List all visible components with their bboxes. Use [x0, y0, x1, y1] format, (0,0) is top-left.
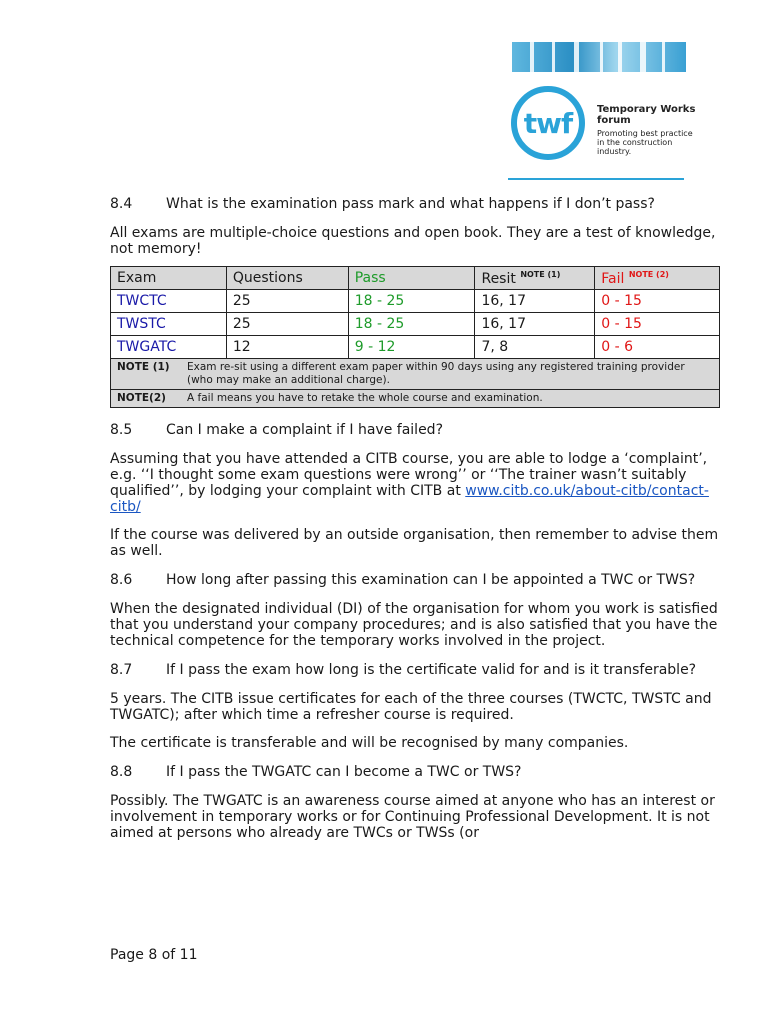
cell-pass: 18 - 25 [348, 313, 475, 336]
cell-questions: 25 [226, 290, 348, 313]
section-number: 8.4 [110, 196, 133, 212]
header-banner-image [512, 42, 686, 72]
section-8-4-heading [110, 196, 720, 213]
header-fail [595, 267, 720, 290]
cell-fail: 0 - 15 [595, 290, 720, 313]
note-cell [111, 390, 720, 408]
section-question: Can I make a complaint if I have failed? [166, 422, 443, 438]
section-8-6-heading [110, 572, 720, 589]
header-resit-label: Resit [481, 270, 516, 287]
section-8-7-body: 5 years. The CITB issue certificates for each of the three courses (TWCTC, TWSTC and TWGATC); after which time a refresher course is required. [110, 691, 712, 723]
note-cell [111, 359, 720, 390]
cell-exam: TWCTC [111, 290, 227, 313]
cell-questions: 25 [226, 313, 348, 336]
table-row [111, 290, 720, 313]
cell-fail: 0 - 6 [595, 336, 720, 359]
document-body [110, 196, 720, 841]
section-8-8-body: Possibly. The TWGATC is an awareness course aimed at anyone who has an interest or involvement in temporary works or for Continuing Professional Development. It is not aimed at persons who already are TWCs or TWSs (or [110, 793, 715, 841]
twf-logo [508, 86, 698, 182]
note-label: NOTE (1) [117, 361, 170, 373]
cell-resit: 7, 8 [475, 336, 595, 359]
header-resit-note: NOTE (1) [520, 269, 561, 279]
page-number: 8 [148, 947, 158, 963]
note-text: Exam re-sit using a different exam paper within 90 days using any registered training provider (who may make an additional charge). [187, 361, 685, 386]
cell-resit: 16, 17 [475, 313, 595, 336]
note-text: A fail means you have to retake the whole course and examination. [187, 392, 543, 404]
section-8-4-body: All exams are multiple-choice questions and open book. They are a test of knowledge, not memory! [110, 225, 716, 257]
twf-logo-circle [511, 86, 585, 160]
section-number: 8.5 [110, 422, 133, 438]
page-total: 11 [179, 947, 198, 963]
cell-resit: 16, 17 [475, 290, 595, 313]
footer-of: of [157, 947, 180, 963]
twf-logo-mark: twf [523, 106, 573, 140]
section-number: 8.7 [110, 662, 133, 678]
section-number: 8.6 [110, 572, 133, 588]
section-8-7-heading [110, 662, 720, 679]
table-note-row [111, 390, 720, 408]
section-8-5-body-2: If the course was delivered by an outside organisation, then remember to advise them as well. [110, 527, 719, 559]
cell-fail: 0 - 15 [595, 313, 720, 336]
note-label: NOTE(2) [117, 392, 166, 404]
table-row [111, 336, 720, 359]
header-pass: Pass [348, 267, 475, 290]
cell-exam: TWSTC [111, 313, 227, 336]
section-question: If I pass the TWGATC can I become a TWC or TWS? [166, 764, 522, 780]
section-question: What is the examination pass mark and what happens if I don’t pass? [166, 196, 655, 212]
exam-pass-mark-table [110, 266, 720, 408]
section-8-8-heading [110, 764, 720, 781]
header-questions: Questions [226, 267, 348, 290]
section-question: How long after passing this examination can I be appointed a TWC or TWS? [166, 572, 696, 588]
section-question: If I pass the exam how long is the certificate valid for and is it transferable? [166, 662, 697, 678]
section-number: 8.8 [110, 764, 133, 780]
header-exam: Exam [111, 267, 227, 290]
logo-divider [508, 178, 684, 180]
logo-tagline: Promoting best practice in the construction industry. [597, 129, 693, 156]
page-footer [110, 947, 198, 963]
section-8-5-heading [110, 422, 720, 439]
citb-contact-link[interactable]: www.citb.co.uk/about-citb/contact-citb/ [110, 483, 709, 515]
cell-pass: 18 - 25 [348, 290, 475, 313]
table-header-row [111, 267, 720, 290]
footer-prefix: Page [110, 947, 149, 963]
section-8-5-body [110, 451, 720, 515]
section-8-6-body: When the designated individual (DI) of the organisation for whom you work is satisfied that you understand your company procedures; and is also satisfied that you have the technical competence for the temporary works involved in the project. [110, 601, 718, 649]
cell-pass: 9 - 12 [348, 336, 475, 359]
table-row [111, 313, 720, 336]
cell-exam: TWGATC [111, 336, 227, 359]
table-note-row [111, 359, 720, 390]
header-resit [475, 267, 595, 290]
cell-questions: 12 [226, 336, 348, 359]
section-8-7-body-2: The certificate is transferable and will be recognised by many companies. [110, 735, 629, 751]
header-fail-note: NOTE (2) [628, 269, 669, 279]
logo-title: Temporary Works forum [597, 104, 696, 126]
header-fail-label: Fail [601, 270, 625, 287]
section-8-5-text: Assuming that you have attended a CITB course, you are able to lodge a ‘complaint’, e.g. ‘‘I thought some exam questions were wrong’’ or ‘‘The trainer wasn’t suitably qualified’’, by lodging your complaint with CITB at [110, 451, 708, 499]
